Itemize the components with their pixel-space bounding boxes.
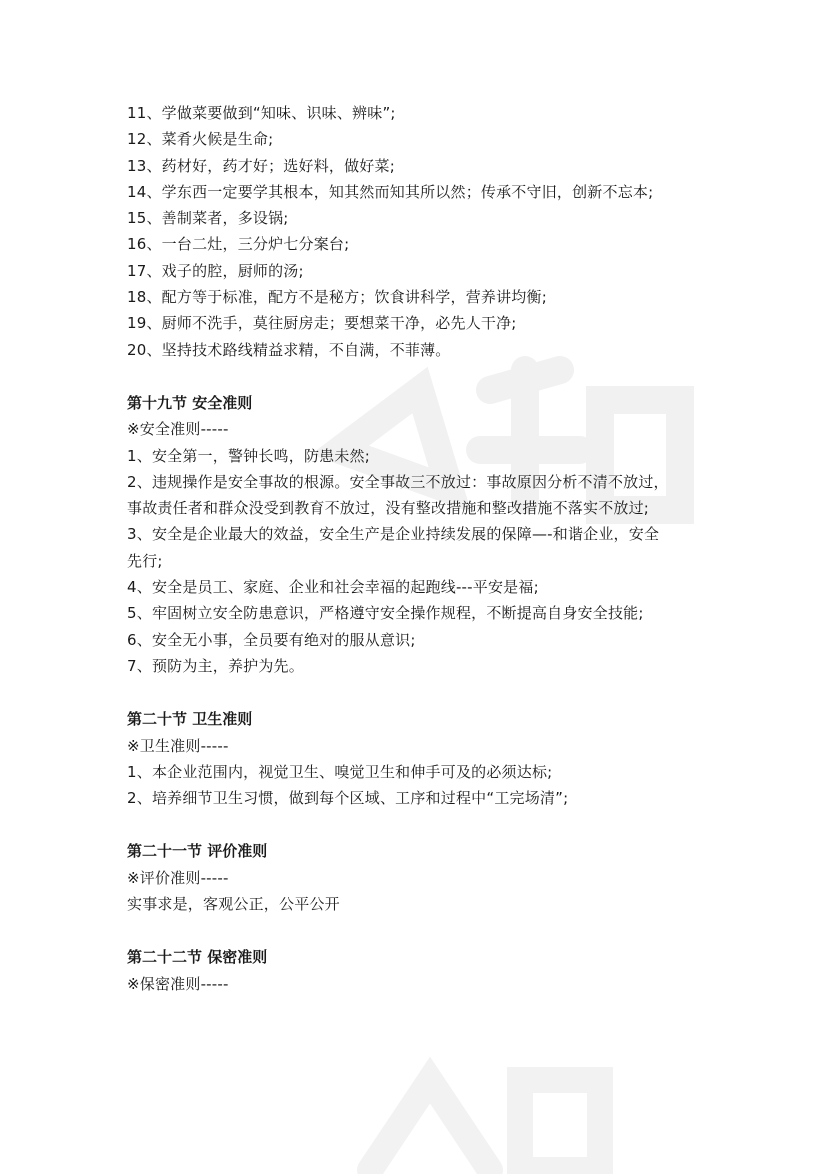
list-item: 17、戏子的腔，厨师的汤; <box>127 261 304 280</box>
list-item: 19、厨师不洗手，莫往厨房走；要想菜干净，必先人干净; <box>127 314 517 333</box>
list-item: 2、培养细节卫生习惯，做到每个区域、工序和过程中“工完场清”; <box>127 789 569 808</box>
list-item: 先行; <box>127 551 163 570</box>
list-item: 12、菜肴火候是生命; <box>127 130 274 149</box>
list-item: 1、本企业范围内，视觉卫生、嗅觉卫生和伸手可及的必须达标; <box>127 762 553 781</box>
section-safety <box>127 390 717 679</box>
section-heading: 第二十一节 评价准则 <box>127 842 268 861</box>
list-item: 11、学做菜要做到“知味、识味、辨味”; <box>127 104 396 122</box>
principles-list <box>127 100 717 363</box>
watermark-logo-bottom <box>340 1040 640 1174</box>
list-item: 实事求是，客观公正，公平公开 <box>127 895 340 914</box>
list-item: 6、安全无小事，全员要有绝对的服从意识; <box>127 630 416 649</box>
list-item: 20、坚持技术路线精益求精，不自满，不菲薄。 <box>127 340 451 359</box>
list-item: 3、安全是企业最大的效益，安全生产是企业持续发展的保障—-和谐企业，安全 <box>127 525 660 544</box>
section-heading: 第十九节 安全准则 <box>127 393 253 412</box>
list-item: 5、牢固树立安全防患意识，严格遵守安全操作规程，不断提高自身安全技能; <box>127 604 644 623</box>
section-subtitle: ※保密准则----- <box>127 974 229 993</box>
list-item: 18、配方等于标准，配方不是秘方；饮食讲科学，营养讲均衡; <box>127 288 547 307</box>
list-item: 7、预防为主，养护为先。 <box>127 656 304 675</box>
list-item: 4、安全是员工、家庭、企业和社会幸福的起跑线---平安是福; <box>127 578 539 597</box>
section-subtitle: ※安全准则----- <box>127 420 229 439</box>
section-subtitle: ※评价准则----- <box>127 868 229 887</box>
section-hygiene <box>127 706 717 811</box>
list-item: 2、违规操作是安全事故的根源。安全事故三不放过：事故原因分析不清不放过， <box>127 472 669 491</box>
list-item: 1、安全第一，警钟长鸣，防患未然; <box>127 446 370 465</box>
section-heading: 第二十节 卫生准则 <box>127 710 253 729</box>
list-item: 16、一台二灶，三分炉七分案台; <box>127 235 350 254</box>
section-confidentiality <box>127 944 717 997</box>
section-subtitle: ※卫生准则----- <box>127 736 229 755</box>
document-page <box>127 100 717 997</box>
list-item: 14、学东西一定要学其根本，知其然而知其所以然；传承不守旧，创新不忘本; <box>127 182 654 201</box>
list-item: 15、善制菜者，多设锅; <box>127 209 289 228</box>
section-evaluation <box>127 838 717 917</box>
section-heading: 第二十二节 保密准则 <box>127 948 268 967</box>
list-item: 13、药材好，药才好；选好料，做好菜; <box>127 156 395 175</box>
list-item: 事故责任者和群众没受到教育不放过，没有整改措施和整改措施不落实不放过; <box>127 499 650 518</box>
